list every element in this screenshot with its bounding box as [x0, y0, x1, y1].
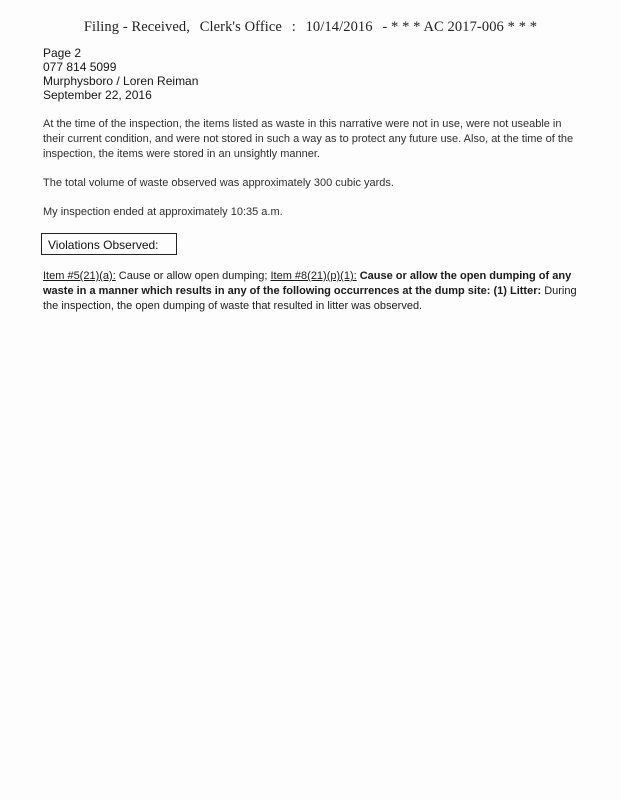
stamp-label: Filing - Received,	[83, 19, 190, 35]
volume-paragraph: The total volume of waste observed was approximately 300 cubic yards.	[43, 177, 394, 189]
waste-narrative-paragraph: At the time of the inspection, the items listed as waste in this narrative were not in use, were not useable in their current condition, and were not stored in such a way as to protect any future use. Also, at the time of the inspection, the items were stored in an unsightly manner.	[43, 118, 574, 160]
violation-list	[43, 269, 583, 314]
stamp-office: Clerk's Office	[199, 19, 282, 35]
filing-stamp	[0, 19, 621, 36]
stamp-colon: :	[291, 19, 296, 35]
site-id: 077 814 5099	[43, 60, 117, 74]
site-name: Murphysboro / Loren Reiman	[43, 74, 199, 88]
inspection-date: September 22, 2016	[43, 88, 152, 102]
item8-reference: Item #8(21)(p)(1):	[270, 270, 357, 282]
page-header	[43, 46, 198, 102]
item5-reference: Item #5(21)(a):	[43, 270, 116, 282]
item5-description: Cause or allow open dumping;	[115, 270, 271, 282]
stamp-date: 10/14/2016	[305, 19, 373, 35]
stamp-case: - * * * AC 2017-006 * * *	[382, 19, 538, 35]
item8-description: Cause or allow the open dumping of any waste in a manner which results in any of the following occurrences at the dump site: (1) Litter:	[43, 270, 572, 297]
page-number: Page 2	[43, 46, 82, 60]
violations-heading: Violations Observed:	[41, 233, 177, 255]
item8-detail: During the inspection, the open dumping of waste that resulted in litter was observed.	[43, 285, 577, 312]
inspection-ended-paragraph: My inspection ended at approximately 10:35 a.m.	[43, 206, 283, 218]
